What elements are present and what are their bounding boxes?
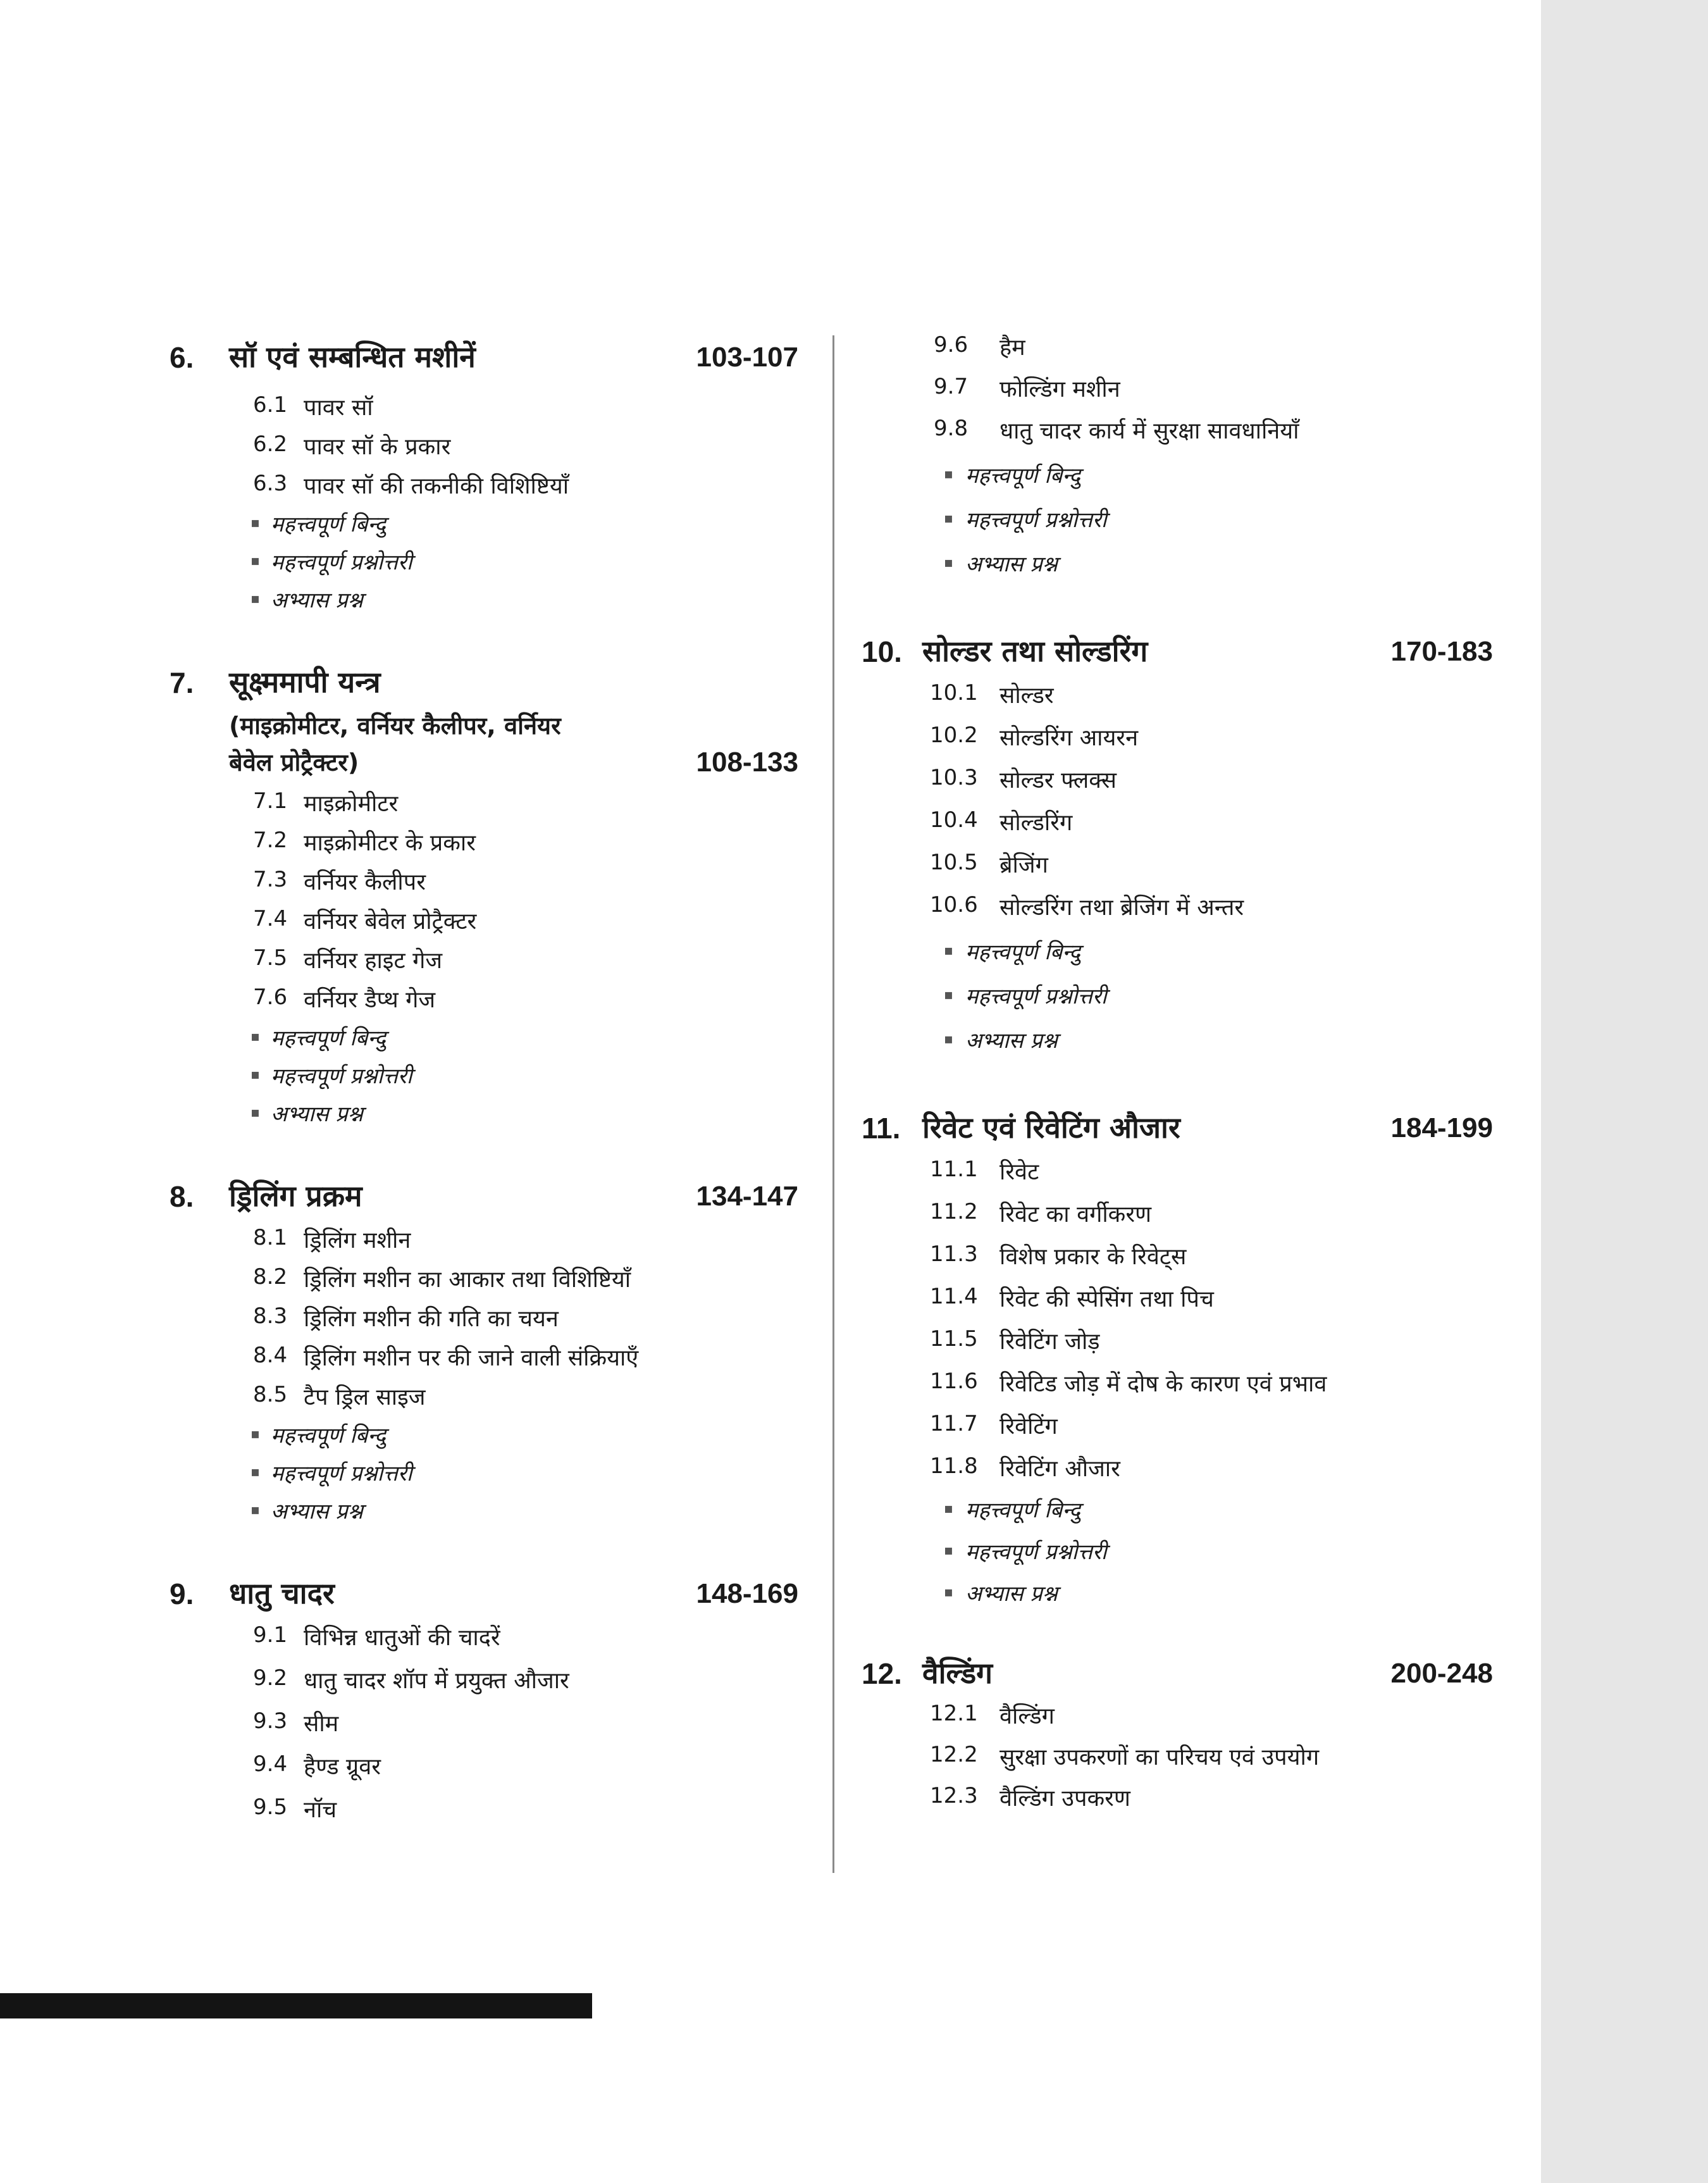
bullet-item[interactable] [848, 1573, 1493, 1615]
bullet-item[interactable] [848, 1490, 1493, 1531]
chapter-title: सॉ एवं सम्बन्धित मशीनें [229, 340, 476, 374]
section-title: धातु चादर शॉप में प्रयुक्त औजार [304, 1668, 569, 1694]
chapter-heading[interactable] [0, 329, 816, 386]
section-item[interactable] [848, 1695, 1493, 1736]
section-number: 11.5 [930, 1326, 978, 1352]
bullet-text: अभ्यास प्रश्न [271, 588, 363, 613]
section-item[interactable] [848, 1362, 1493, 1405]
bullet-icon: ▪ [944, 1543, 953, 1558]
section-item[interactable] [848, 1777, 1493, 1818]
bullet-text: अभ्यास प्रश्न [965, 1028, 1058, 1054]
page-margin-strip [1541, 0, 1708, 2183]
bullet-text: महत्त्वपूर्ण प्रश्नोत्तरी [271, 1461, 412, 1486]
section-item[interactable] [848, 674, 1493, 716]
section-title: वर्नियर कैलीपर [304, 869, 426, 895]
bullet-item[interactable] [848, 976, 1493, 1020]
section-item[interactable] [848, 1235, 1493, 1278]
bullet-item[interactable] [848, 499, 1493, 544]
bullet-item[interactable] [0, 1017, 816, 1055]
section-title: वैल्डिंग [999, 1703, 1055, 1729]
section-item[interactable] [0, 900, 816, 939]
column-divider [832, 335, 834, 1873]
bullet-icon: ▪ [944, 1031, 953, 1047]
bullet-text: महत्त्वपूर्ण बिन्दु [271, 512, 386, 537]
section-item[interactable] [848, 759, 1493, 801]
section-item[interactable] [848, 1405, 1493, 1447]
chapter-pages: 148-169 [696, 1578, 798, 1609]
chapter-heading[interactable] [848, 623, 1493, 674]
section-item[interactable] [0, 1258, 816, 1297]
section-number: 9.5 [253, 1794, 288, 1820]
section-title: सोल्डरिंग आयरन [999, 725, 1139, 751]
section-item[interactable] [0, 939, 816, 978]
bullet-icon: ▪ [251, 553, 260, 569]
section-number: 12.1 [930, 1701, 978, 1726]
section-title: टैप ड्रिल साइज [304, 1384, 426, 1410]
chapter-10 [848, 623, 1493, 1064]
section-number: 9.8 [934, 416, 968, 441]
section-title: रिवेटिंग [999, 1414, 1058, 1440]
section-item[interactable] [0, 386, 816, 425]
section-number: 7.3 [253, 867, 288, 892]
section-number: 10.4 [930, 807, 978, 833]
section-item[interactable] [0, 861, 816, 900]
chapter-pages: 184-199 [1390, 1112, 1493, 1143]
bullet-text: अभ्यास प्रश्न [965, 552, 1058, 577]
bullet-text: महत्त्वपूर्ण प्रश्नोत्तरी [271, 1064, 412, 1089]
bullet-item[interactable] [0, 504, 816, 542]
chapter-heading[interactable] [0, 654, 816, 705]
section-item[interactable] [848, 716, 1493, 759]
section-item[interactable] [848, 1193, 1493, 1235]
section-number: 6.2 [253, 432, 288, 457]
section-title: धातु चादर कार्य में सुरक्षा सावधानियाँ [999, 418, 1299, 444]
toc-left-column [0, 329, 816, 1831]
bullet-icon: ▪ [251, 1464, 260, 1480]
bullet-icon: ▪ [944, 466, 953, 482]
section-number: 7.5 [253, 945, 288, 971]
chapter-title: सूक्ष्ममापी यन्त्र [229, 665, 381, 699]
chapter-subtitle-line-1 [0, 705, 816, 743]
section-item[interactable] [0, 1376, 816, 1415]
section-number: 9.2 [253, 1665, 288, 1691]
footer-bar [0, 1993, 592, 2018]
section-number: 9.6 [934, 332, 968, 358]
chapter-subtitle: (माइक्रोमीटर, वर्नियर कैलीपर, वर्नियर [229, 712, 561, 740]
chapter-heading[interactable] [0, 1168, 816, 1219]
section-title: पावर सॉ के प्रकार [304, 434, 451, 460]
section-number: 11.6 [930, 1369, 978, 1394]
chapter-pages: 200-248 [1390, 1658, 1493, 1689]
bullet-icon: ▪ [251, 1426, 260, 1442]
chapter-11 [848, 1100, 1493, 1615]
chapter-heading[interactable] [0, 1565, 816, 1616]
bullet-icon: ▪ [251, 1067, 260, 1083]
section-title: सोल्डरिंग तथा ब्रेजिंग में अन्तर [999, 895, 1244, 921]
section-number: 8.3 [253, 1303, 288, 1329]
section-item[interactable] [0, 425, 816, 464]
section-number: 11.8 [930, 1453, 978, 1479]
section-item[interactable] [0, 1297, 816, 1336]
section-item[interactable] [848, 843, 1493, 886]
chapter-heading[interactable] [848, 1645, 1493, 1695]
section-number: 7.4 [253, 906, 288, 931]
bullet-icon: ▪ [944, 1584, 953, 1600]
chapter-subtitle-line-2 [0, 743, 816, 782]
bullet-text: महत्त्वपूर्ण प्रश्नोत्तरी [271, 550, 412, 575]
section-title: वर्नियर बेवेल प्रोट्रैक्टर [304, 909, 477, 935]
section-item[interactable] [848, 886, 1493, 931]
bullet-icon: ▪ [944, 555, 953, 571]
chapter-title: रिवेट एवं रिवेटिंग औजार [922, 1110, 1180, 1145]
bullet-text: महत्त्वपूर्ण बिन्दु [271, 1026, 386, 1051]
section-item[interactable] [848, 1447, 1493, 1490]
section-title: माइक्रोमीटर [304, 791, 399, 817]
bullet-item[interactable] [0, 1415, 816, 1453]
section-item[interactable] [848, 1150, 1493, 1193]
chapter-number: 10. [862, 635, 902, 668]
section-number: 9.1 [253, 1622, 288, 1648]
section-number: 7.2 [253, 828, 288, 853]
bullet-icon: ▪ [251, 1029, 260, 1045]
chapter-pages: 134-147 [696, 1181, 798, 1212]
section-title: फोल्डिंग मशीन [999, 376, 1120, 402]
chapter-number: 11. [862, 1112, 901, 1145]
section-item[interactable] [848, 326, 1493, 368]
chapter-7 [0, 654, 816, 1131]
bullet-text: महत्त्वपूर्ण बिन्दु [965, 940, 1080, 965]
section-number: 10.6 [930, 892, 978, 917]
section-title: सोल्डरिंग [999, 810, 1073, 836]
bullet-icon: ▪ [251, 591, 260, 607]
section-number: 8.2 [253, 1264, 288, 1290]
chapter-number: 9. [170, 1577, 194, 1610]
section-title: पावर सॉ [304, 395, 373, 421]
section-title: सोल्डर फ्लक्स [999, 768, 1117, 793]
section-item[interactable] [0, 1336, 816, 1376]
section-number: 11.7 [930, 1411, 978, 1436]
bullet-icon: ▪ [251, 1502, 260, 1518]
bullet-text: अभ्यास प्रश्न [965, 1581, 1058, 1607]
section-item[interactable] [0, 1659, 816, 1702]
section-number: 11.2 [930, 1199, 978, 1224]
bullet-icon: ▪ [944, 1501, 953, 1517]
chapter-12 [848, 1645, 1493, 1818]
bullet-item[interactable] [0, 580, 816, 618]
bullet-icon: ▪ [944, 511, 953, 526]
bullet-item[interactable] [848, 544, 1493, 588]
section-title: वर्नियर डैप्थ गेज [304, 987, 436, 1013]
section-title: रिवेटिंग औजार [999, 1456, 1120, 1482]
section-title: सुरक्षा उपकरणों का परिचय एवं उपयोग [999, 1745, 1320, 1770]
bullet-item[interactable] [0, 1093, 816, 1131]
section-number: 10.5 [930, 850, 978, 875]
section-item[interactable] [848, 1278, 1493, 1320]
bullet-text: महत्त्वपूर्ण प्रश्नोत्तरी [965, 507, 1107, 533]
bullet-item[interactable] [848, 1531, 1493, 1573]
section-number: 11.1 [930, 1157, 978, 1182]
section-number: 6.3 [253, 471, 288, 496]
section-item[interactable] [848, 409, 1493, 455]
section-item[interactable] [0, 1616, 816, 1659]
chapter-subtitle: बेवेल प्रोट्रैक्टर) [229, 749, 359, 776]
bullet-text: महत्त्वपूर्ण बिन्दु [965, 1498, 1080, 1523]
section-title: ड्रिलिंग मशीन [304, 1228, 411, 1253]
bullet-text: महत्त्वपूर्ण प्रश्नोत्तरी [965, 1539, 1107, 1565]
section-title: रिवेटिंग जोड़ [999, 1329, 1100, 1355]
chapter-number: 12. [862, 1657, 902, 1690]
chapter-number: 6. [170, 341, 194, 374]
section-title: रिवेट [999, 1159, 1039, 1185]
bullet-item[interactable] [848, 455, 1493, 499]
section-number: 10.3 [930, 765, 978, 790]
section-title: पावर सॉ की तकनीकी विशिष्टियाँ [304, 473, 569, 499]
chapter-pages: 108-133 [696, 747, 798, 778]
section-number: 9.7 [934, 374, 968, 399]
toc-right-column [848, 326, 1493, 1818]
chapter-8 [0, 1168, 816, 1529]
bullet-item[interactable] [0, 1491, 816, 1529]
section-number: 9.3 [253, 1708, 288, 1734]
section-number: 8.4 [253, 1343, 288, 1368]
section-number: 7.1 [253, 788, 288, 814]
section-item[interactable] [848, 1320, 1493, 1362]
section-title: हैण्ड ग्रूवर [304, 1754, 381, 1780]
section-title: रिवेटिड जोड़ में दोष के कारण एवं प्रभाव [999, 1371, 1327, 1397]
section-number: 12.2 [930, 1742, 978, 1767]
chapter-pages: 170-183 [1390, 636, 1493, 667]
chapter-number: 7. [170, 666, 194, 699]
section-title: हैम [999, 335, 1025, 361]
chapter-9-continued [848, 326, 1493, 588]
bullet-text: महत्त्वपूर्ण बिन्दु [965, 463, 1080, 488]
section-item[interactable] [848, 1736, 1493, 1777]
section-title: रिवेट का वर्गीकरण [999, 1202, 1152, 1228]
section-number: 9.4 [253, 1751, 288, 1777]
bullet-item[interactable] [848, 931, 1493, 976]
bullet-item[interactable] [0, 1453, 816, 1491]
section-number: 11.4 [930, 1284, 978, 1309]
section-title: वैल्डिंग उपकरण [999, 1786, 1130, 1812]
section-title: विशेष प्रकार के रिवेट्स [999, 1244, 1187, 1270]
chapter-title: वैल्डिंग [922, 1656, 993, 1690]
section-item[interactable] [0, 978, 816, 1017]
section-item[interactable] [0, 1219, 816, 1258]
bullet-icon: ▪ [251, 1105, 260, 1121]
section-title: ब्रेजिंग [999, 852, 1048, 878]
bullet-item[interactable] [0, 1055, 816, 1093]
bullet-text: महत्त्वपूर्ण प्रश्नोत्तरी [965, 984, 1107, 1009]
section-title: ड्रिलिंग मशीन पर की जाने वाली संक्रियाएँ [304, 1345, 639, 1371]
chapter-6 [0, 329, 816, 618]
bullet-item[interactable] [848, 1020, 1493, 1064]
section-title: ड्रिलिंग मशीन का आकार तथा विशिष्टियाँ [304, 1267, 631, 1293]
section-item[interactable] [0, 782, 816, 821]
section-number: 7.6 [253, 985, 288, 1010]
chapter-title: सोल्डर तथा सोल्डरिंग [922, 634, 1148, 668]
section-item[interactable] [0, 1788, 816, 1831]
bullet-icon: ▪ [251, 515, 260, 531]
section-title: विभिन्न धातुओं की चादरें [304, 1625, 500, 1651]
bullet-icon: ▪ [944, 943, 953, 959]
bullet-text: अभ्यास प्रश्न [271, 1499, 363, 1524]
section-title: सोल्डर [999, 683, 1054, 709]
section-item[interactable] [0, 821, 816, 861]
chapter-number: 8. [170, 1180, 194, 1213]
section-number: 11.3 [930, 1241, 978, 1267]
section-title: नॉच [304, 1797, 337, 1823]
section-title: सीम [304, 1711, 339, 1737]
section-number: 10.2 [930, 723, 978, 748]
section-number: 10.1 [930, 680, 978, 706]
section-number: 8.5 [253, 1382, 288, 1407]
section-item[interactable] [848, 368, 1493, 409]
section-item[interactable] [0, 1702, 816, 1745]
section-title: माइक्रोमीटर के प्रकार [304, 830, 476, 856]
section-number: 12.3 [930, 1783, 978, 1808]
section-item[interactable] [0, 1745, 816, 1788]
section-item[interactable] [848, 801, 1493, 843]
chapter-title: ड्रिलिंग प्रक्रम [229, 1179, 362, 1213]
section-title: वर्नियर हाइट गेज [304, 948, 443, 974]
bullet-icon: ▪ [944, 987, 953, 1003]
section-item[interactable] [0, 464, 816, 504]
chapter-title: धातु चादर [229, 1576, 335, 1610]
chapter-heading[interactable] [848, 1100, 1493, 1150]
bullet-item[interactable] [0, 542, 816, 580]
section-number: 8.1 [253, 1225, 288, 1250]
section-number: 6.1 [253, 392, 288, 418]
bullet-text: महत्त्वपूर्ण बिन्दु [271, 1423, 386, 1448]
section-title: ड्रिलिंग मशीन की गति का चयन [304, 1306, 559, 1332]
section-title: रिवेट की स्पेसिंग तथा पिच [999, 1286, 1214, 1312]
chapter-pages: 103-107 [696, 342, 798, 373]
bullet-text: अभ्यास प्रश्न [271, 1102, 363, 1127]
chapter-9 [0, 1565, 816, 1831]
